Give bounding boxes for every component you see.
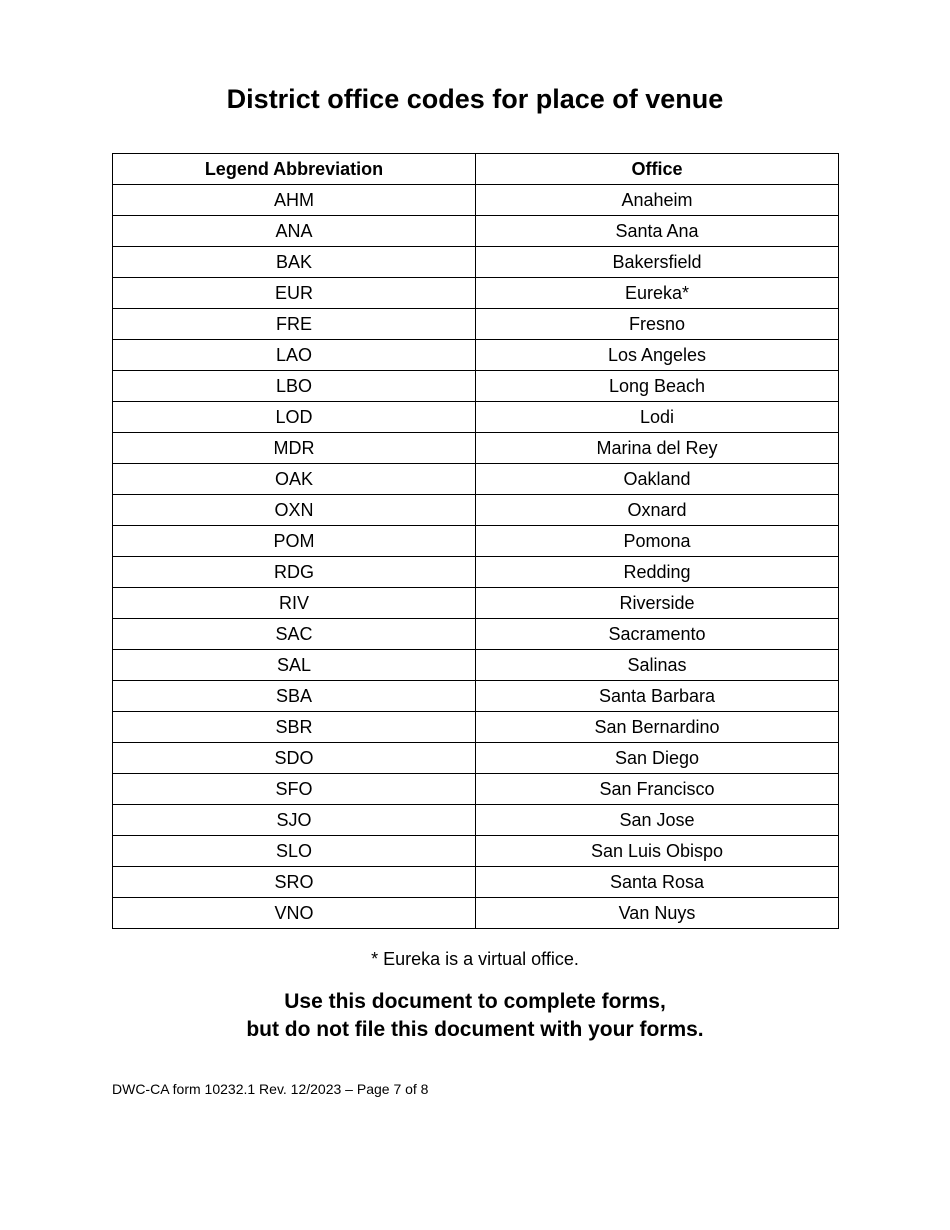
abbreviation-cell: RDG: [113, 557, 476, 588]
instruction-line-1: Use this document to complete forms,: [284, 990, 666, 1013]
eureka-footnote: * Eureka is a virtual office.: [371, 949, 579, 969]
abbreviation-cell: SAL: [113, 650, 476, 681]
office-cell: San Luis Obispo: [476, 836, 839, 867]
office-cell: Oakland: [476, 464, 839, 495]
office-cell: Salinas: [476, 650, 839, 681]
table-row: [113, 371, 839, 402]
abbreviation-cell: LBO: [113, 371, 476, 402]
table-row: [113, 867, 839, 898]
office-cell: San Jose: [476, 805, 839, 836]
office-cell: Santa Barbara: [476, 681, 839, 712]
office-cell: Fresno: [476, 309, 839, 340]
form-footer: DWC-CA form 10232.1 Rev. 12/2023 – Page 7 of 8: [112, 1081, 429, 1097]
table-row: [113, 898, 839, 929]
table-row: [113, 743, 839, 774]
abbreviation-cell: SAC: [113, 619, 476, 650]
abbreviation-cell: BAK: [113, 247, 476, 278]
table-row: [113, 805, 839, 836]
abbreviation-cell: POM: [113, 526, 476, 557]
abbreviation-cell: SDO: [113, 743, 476, 774]
table-row: [113, 526, 839, 557]
abbreviation-cell: SRO: [113, 867, 476, 898]
abbreviation-cell: LOD: [113, 402, 476, 433]
abbreviation-cell: FRE: [113, 309, 476, 340]
abbreviation-cell: VNO: [113, 898, 476, 929]
table-row: [113, 588, 839, 619]
office-cell: Marina del Rey: [476, 433, 839, 464]
office-cell: Van Nuys: [476, 898, 839, 929]
office-cell: Bakersfield: [476, 247, 839, 278]
abbreviation-cell: LAO: [113, 340, 476, 371]
abbreviation-cell: OAK: [113, 464, 476, 495]
table-row: [113, 247, 839, 278]
table-row: [113, 340, 839, 371]
table-row: [113, 185, 839, 216]
table-row: [113, 278, 839, 309]
abbreviation-cell: RIV: [113, 588, 476, 619]
table-row: [113, 681, 839, 712]
office-cell: Redding: [476, 557, 839, 588]
instruction-line-2: but do not file this document with your forms.: [246, 1018, 704, 1041]
page-title: District office codes for place of venue: [226, 84, 724, 114]
table-row: [113, 774, 839, 805]
table-row: [113, 619, 839, 650]
abbreviation-cell: SBR: [113, 712, 476, 743]
table-row: [113, 712, 839, 743]
office-cell: San Francisco: [476, 774, 839, 805]
office-cell: Sacramento: [476, 619, 839, 650]
office-cell: Long Beach: [476, 371, 839, 402]
table-header-row: [113, 154, 839, 185]
abbreviation-cell: SJO: [113, 805, 476, 836]
district-office-codes-table: [112, 153, 839, 929]
abbreviation-cell: AHM: [113, 185, 476, 216]
table-row: [113, 433, 839, 464]
office-cell: Eureka*: [476, 278, 839, 309]
table-row: [113, 495, 839, 526]
table-row: [113, 402, 839, 433]
abbreviation-cell: SLO: [113, 836, 476, 867]
abbreviation-cell: OXN: [113, 495, 476, 526]
table-row: [113, 464, 839, 495]
table-row: [113, 216, 839, 247]
office-cell: Santa Ana: [476, 216, 839, 247]
table-row: [113, 836, 839, 867]
office-cell: Santa Rosa: [476, 867, 839, 898]
abbreviation-cell: SBA: [113, 681, 476, 712]
abbreviation-cell: SFO: [113, 774, 476, 805]
office-cell: San Diego: [476, 743, 839, 774]
table-row: [113, 650, 839, 681]
office-cell: Riverside: [476, 588, 839, 619]
abbreviation-cell: EUR: [113, 278, 476, 309]
table-row: [113, 309, 839, 340]
filing-instruction: [0, 988, 950, 1044]
office-cell: Pomona: [476, 526, 839, 557]
table-row: [113, 557, 839, 588]
office-cell: Lodi: [476, 402, 839, 433]
column-header-office: Office: [476, 154, 839, 185]
office-cell: Oxnard: [476, 495, 839, 526]
abbreviation-cell: ANA: [113, 216, 476, 247]
column-header-abbreviation: Legend Abbreviation: [113, 154, 476, 185]
abbreviation-cell: MDR: [113, 433, 476, 464]
office-cell: San Bernardino: [476, 712, 839, 743]
table-body: [113, 185, 839, 929]
office-cell: Los Angeles: [476, 340, 839, 371]
office-cell: Anaheim: [476, 185, 839, 216]
